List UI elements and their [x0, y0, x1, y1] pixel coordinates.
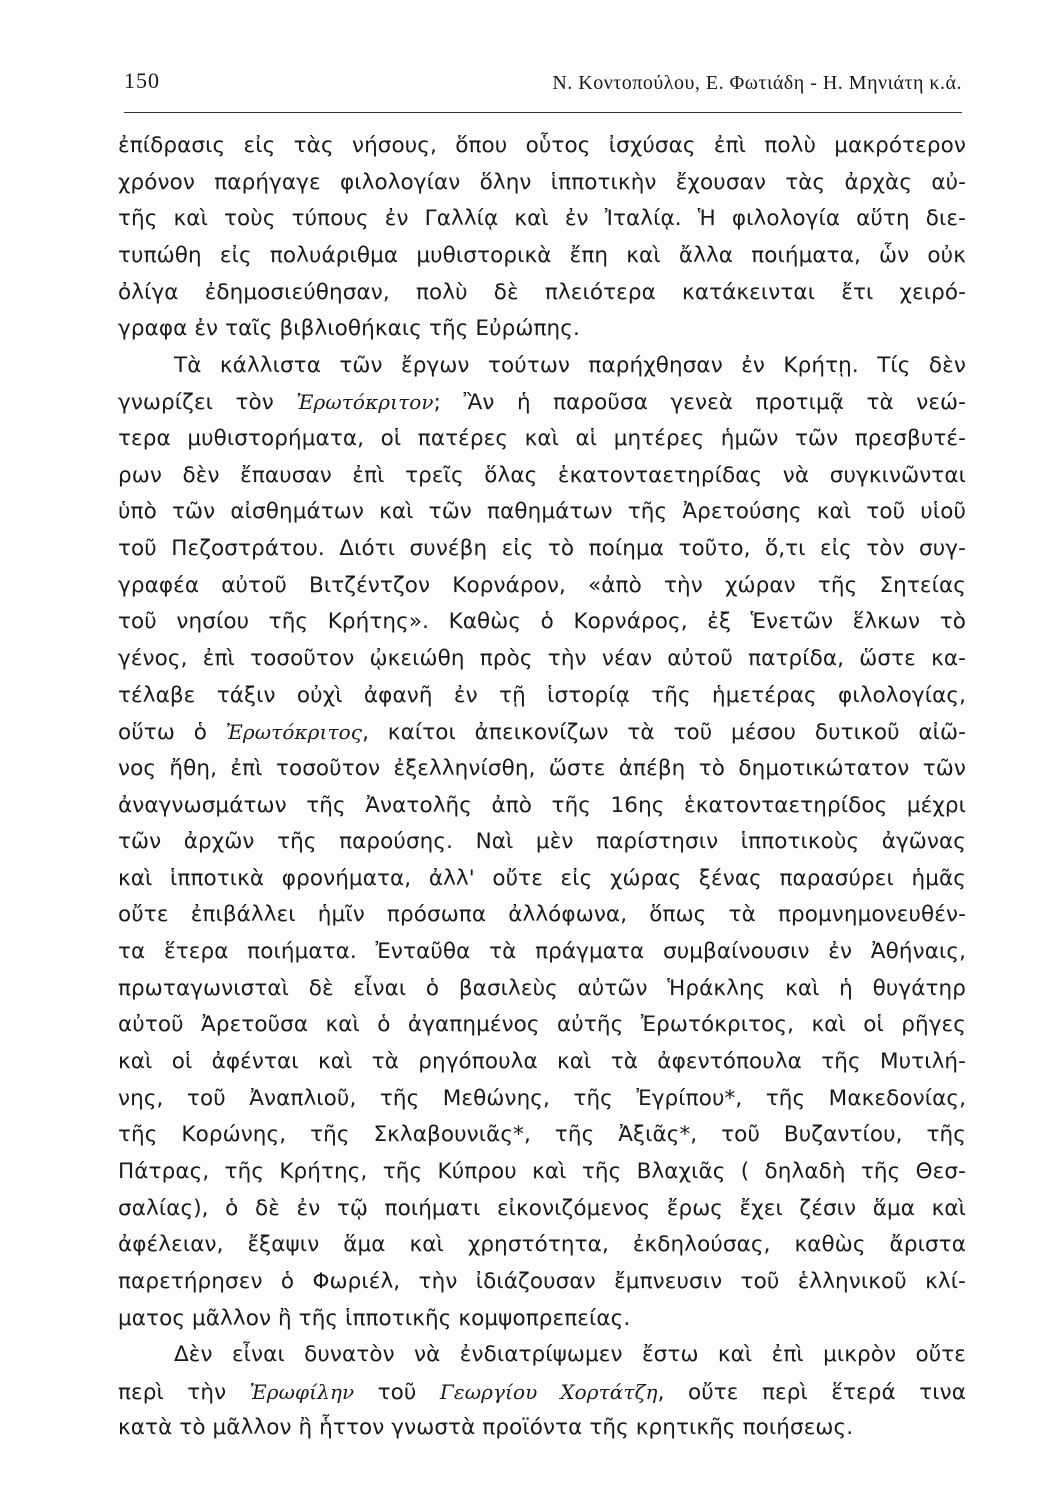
text-line: Πάτρας, τῆς Κρήτης, τῆς Κύπρου καὶ τῆς Βλαχιᾶς ( δηλαδὴ τῆς Θεσ- — [118, 1158, 966, 1184]
text-line: αὐτοῦ Ἀρετοῦσα καὶ ὁ ἀγαπημένος αὐτῆς Ἐρωτόκριτος, καὶ οἱ ρῆγες — [118, 1012, 966, 1038]
text-line: περὶ τὴν Ἐρωφίλην τοῦ Γεωργίου Χορτάτζη, οὔτε περὶ ἕτερά τινα — [118, 1379, 966, 1405]
text-line: τυπώθη εἰς πολυάριθμα μυθιστορικὰ ἔπη καὶ ἄλλα ποιήματα, ὧν οὐκ — [118, 242, 966, 268]
text-line: ἐπίδρασις εἰς τὰς νήσους, ὅπου οὗτος ἰσχύσας ἐπὶ πολὺ μακρότερον — [118, 133, 966, 158]
page-number: 150 — [124, 68, 160, 93]
text-line: τῆς καὶ τοὺς τύπους ἐν Γαλλίᾳ καὶ ἐν Ἰταλίᾳ. Ἡ φιλολογία αὕτη διε- — [118, 206, 966, 232]
text-line: ρων δὲν ἔπαυσαν ἐπὶ τρεῖς ὅλας ἑκατονταετηρίδας νὰ συγκινῶνται — [118, 462, 966, 488]
text-line: οὔτε ἐπιβάλλει ἡμῖν πρόσωπα ἀλλόφωνα, ὅπως τὰ προμνημονευθέν- — [118, 902, 966, 928]
text-line: ματος μᾶλλον ἢ τῆς ἱπποτικῆς κομψοπρεπείας. — [118, 1305, 631, 1331]
italic-author: Γεωργίου Χορτάτζη — [439, 1379, 658, 1404]
text-line: καὶ οἱ ἀφένται καὶ τὰ ρηγόπουλα καὶ τὰ ἀφεντόπουλα τῆς Μυτιλή- — [118, 1049, 966, 1075]
text-line: γνωρίζει τὸν Ἐρωτόκριτον; Ἂν ἡ παροῦσα γενεὰ προτιμᾷ τὰ νεώ- — [118, 390, 966, 416]
italic-title: Ἐρωτόκριτον — [296, 390, 434, 415]
text-line: τέλαβε τάξιν οὐχὶ ἀφανῆ ἐν τῇ ἱστορίᾳ τῆς ἡμετέρας φιλολογίας, — [118, 682, 966, 708]
text-line: καὶ ἱπποτικὰ φρονήματα, ἀλλ' οὔτε εἰς χώρας ξένας παρασύρει ἡμᾶς — [118, 865, 966, 891]
text-line: Δὲν εἶναι δυνατὸν νὰ ἐνδιατρίψωμεν ἔστω καὶ ἐπὶ μικρὸν οὔτε — [174, 1342, 966, 1368]
text-line: κατὰ τὸ μᾶλλον ἢ ἧττον γνωστὰ προϊόντα τῆς κρητικῆς ποιήσεως. — [118, 1415, 854, 1441]
text-line: τῶν ἀρχῶν τῆς παρούσης. Ναὶ μὲν παρίστησιν ἱπποτικοὺς ἀγῶνας — [118, 829, 966, 855]
text-line: τερα μυθιστορήματα, οἱ πατέρες καὶ αἱ μητέρες ἡμῶν τῶν πρεσβυτέ- — [118, 426, 966, 452]
text-line: νος ἤθη, ἐπὶ τοσοῦτον ἐξελληνίσθη, ὥστε ἀπέβη τὸ δημοτικώτατον τῶν — [118, 755, 966, 781]
text-line: σαλίας), ὁ δὲ ἐν τῷ ποιήματι εἰκονιζόμενος ἔρως ἔχει ζέσιν ἅμα καὶ — [118, 1195, 966, 1221]
italic-title: Ἐρωτόκριτος — [225, 720, 363, 745]
text-line: ὑπὸ τῶν αἰσθημάτων καὶ τῶν παθημάτων τῆς Ἀρετούσης καὶ τοῦ υἱοῦ — [118, 499, 966, 525]
header-rule — [124, 112, 962, 113]
text-line: ἀφέλειαν, ἔξαψιν ἅμα καὶ χρηστότητα, ἐκδηλούσας, καθὼς ἄριστα — [118, 1232, 966, 1258]
paragraph-3 — [118, 1337, 966, 1447]
text-line: νης, τοῦ Ἀναπλιοῦ, τῆς Μεθώνης, τῆς Ἐγρίπου*, τῆς Μακεδονίας, — [118, 1085, 966, 1111]
text-line: παρετήρησεν ὁ Φωριέλ, τὴν ἰδιάζουσαν ἔμπνευσιν τοῦ ἑλληνικοῦ κλί- — [118, 1268, 966, 1294]
paragraph-2 — [118, 348, 966, 1337]
text-line: πρωταγωνισταὶ δὲ εἶναι ὁ βασιλεὺς αὐτῶν Ἡράκλης καὶ ἡ θυγάτηρ — [118, 975, 966, 1001]
running-head-authors: Ν. Κοντοπούλου, Ε. Φωτιάδη - Η. Μηνιάτη κ.ά. — [552, 72, 962, 94]
italic-title: Ἐρωφίλην — [249, 1379, 355, 1404]
text-line: γραφα ἐν ταῖς βιβλιοθήκαις τῆς Εὐρώπης. — [118, 316, 580, 342]
text-line: τῆς Κορώνης, τῆς Σκλαβουνιᾶς*, τῆς Ἀξιᾶς*, τοῦ Βυζαντίου, τῆς — [118, 1122, 966, 1148]
text-line: ἀναγνωσμάτων τῆς Ἀνατολῆς ἀπὸ τῆς 16ης ἑκατονταετηρίδος μέχρι — [118, 792, 966, 818]
text-line: χρόνον παρήγαγε φιλολογίαν ὅλην ἱπποτικὴν ἔχουσαν τὰς ἀρχὰς αὐ- — [118, 169, 966, 195]
text-line: γραφέα αὐτοῦ Βιτζέντζον Κορνάρον, «ἀπὸ τὴν χώραν τῆς Σητείας — [118, 572, 966, 598]
body-text — [118, 128, 966, 1447]
text-line: τοῦ Πεζοστράτου. Διότι συνέβη εἰς τὸ ποίημα τοῦτο, ὅ,τι εἰς τὸν συγ- — [118, 536, 966, 562]
text-line: τα ἕτερα ποιήματα. Ἐνταῦθα τὰ πράγματα συμβαίνουσιν ἐν Ἀθήναις, — [118, 939, 966, 965]
text-line: τοῦ νησίου τῆς Κρήτης». Καθὼς ὁ Κορνάρος, ἐξ Ἑνετῶν ἕλκων τὸ — [118, 609, 966, 635]
text-line: Τὰ κάλλιστα τῶν ἔργων τούτων παρήχθησαν ἐν Κρήτῃ. Τίς δὲν — [174, 352, 966, 378]
running-head — [124, 66, 962, 106]
text-line: γένος, ἐπὶ τοσοῦτον ᾠκειώθη πρὸς τὴν νέαν αὐτοῦ πατρίδα, ὥστε κα- — [118, 645, 966, 671]
text-line: οὕτω ὁ Ἐρωτόκριτος, καίτοι ἀπεικονίζων τὰ τοῦ μέσου δυτικοῦ αἰῶ- — [118, 720, 966, 746]
paragraph-1 — [118, 128, 966, 348]
text-line: ὀλίγα ἐδημοσιεύθησαν, πολὺ δὲ πλειότερα κατάκεινται ἔτι χειρό- — [118, 279, 966, 305]
